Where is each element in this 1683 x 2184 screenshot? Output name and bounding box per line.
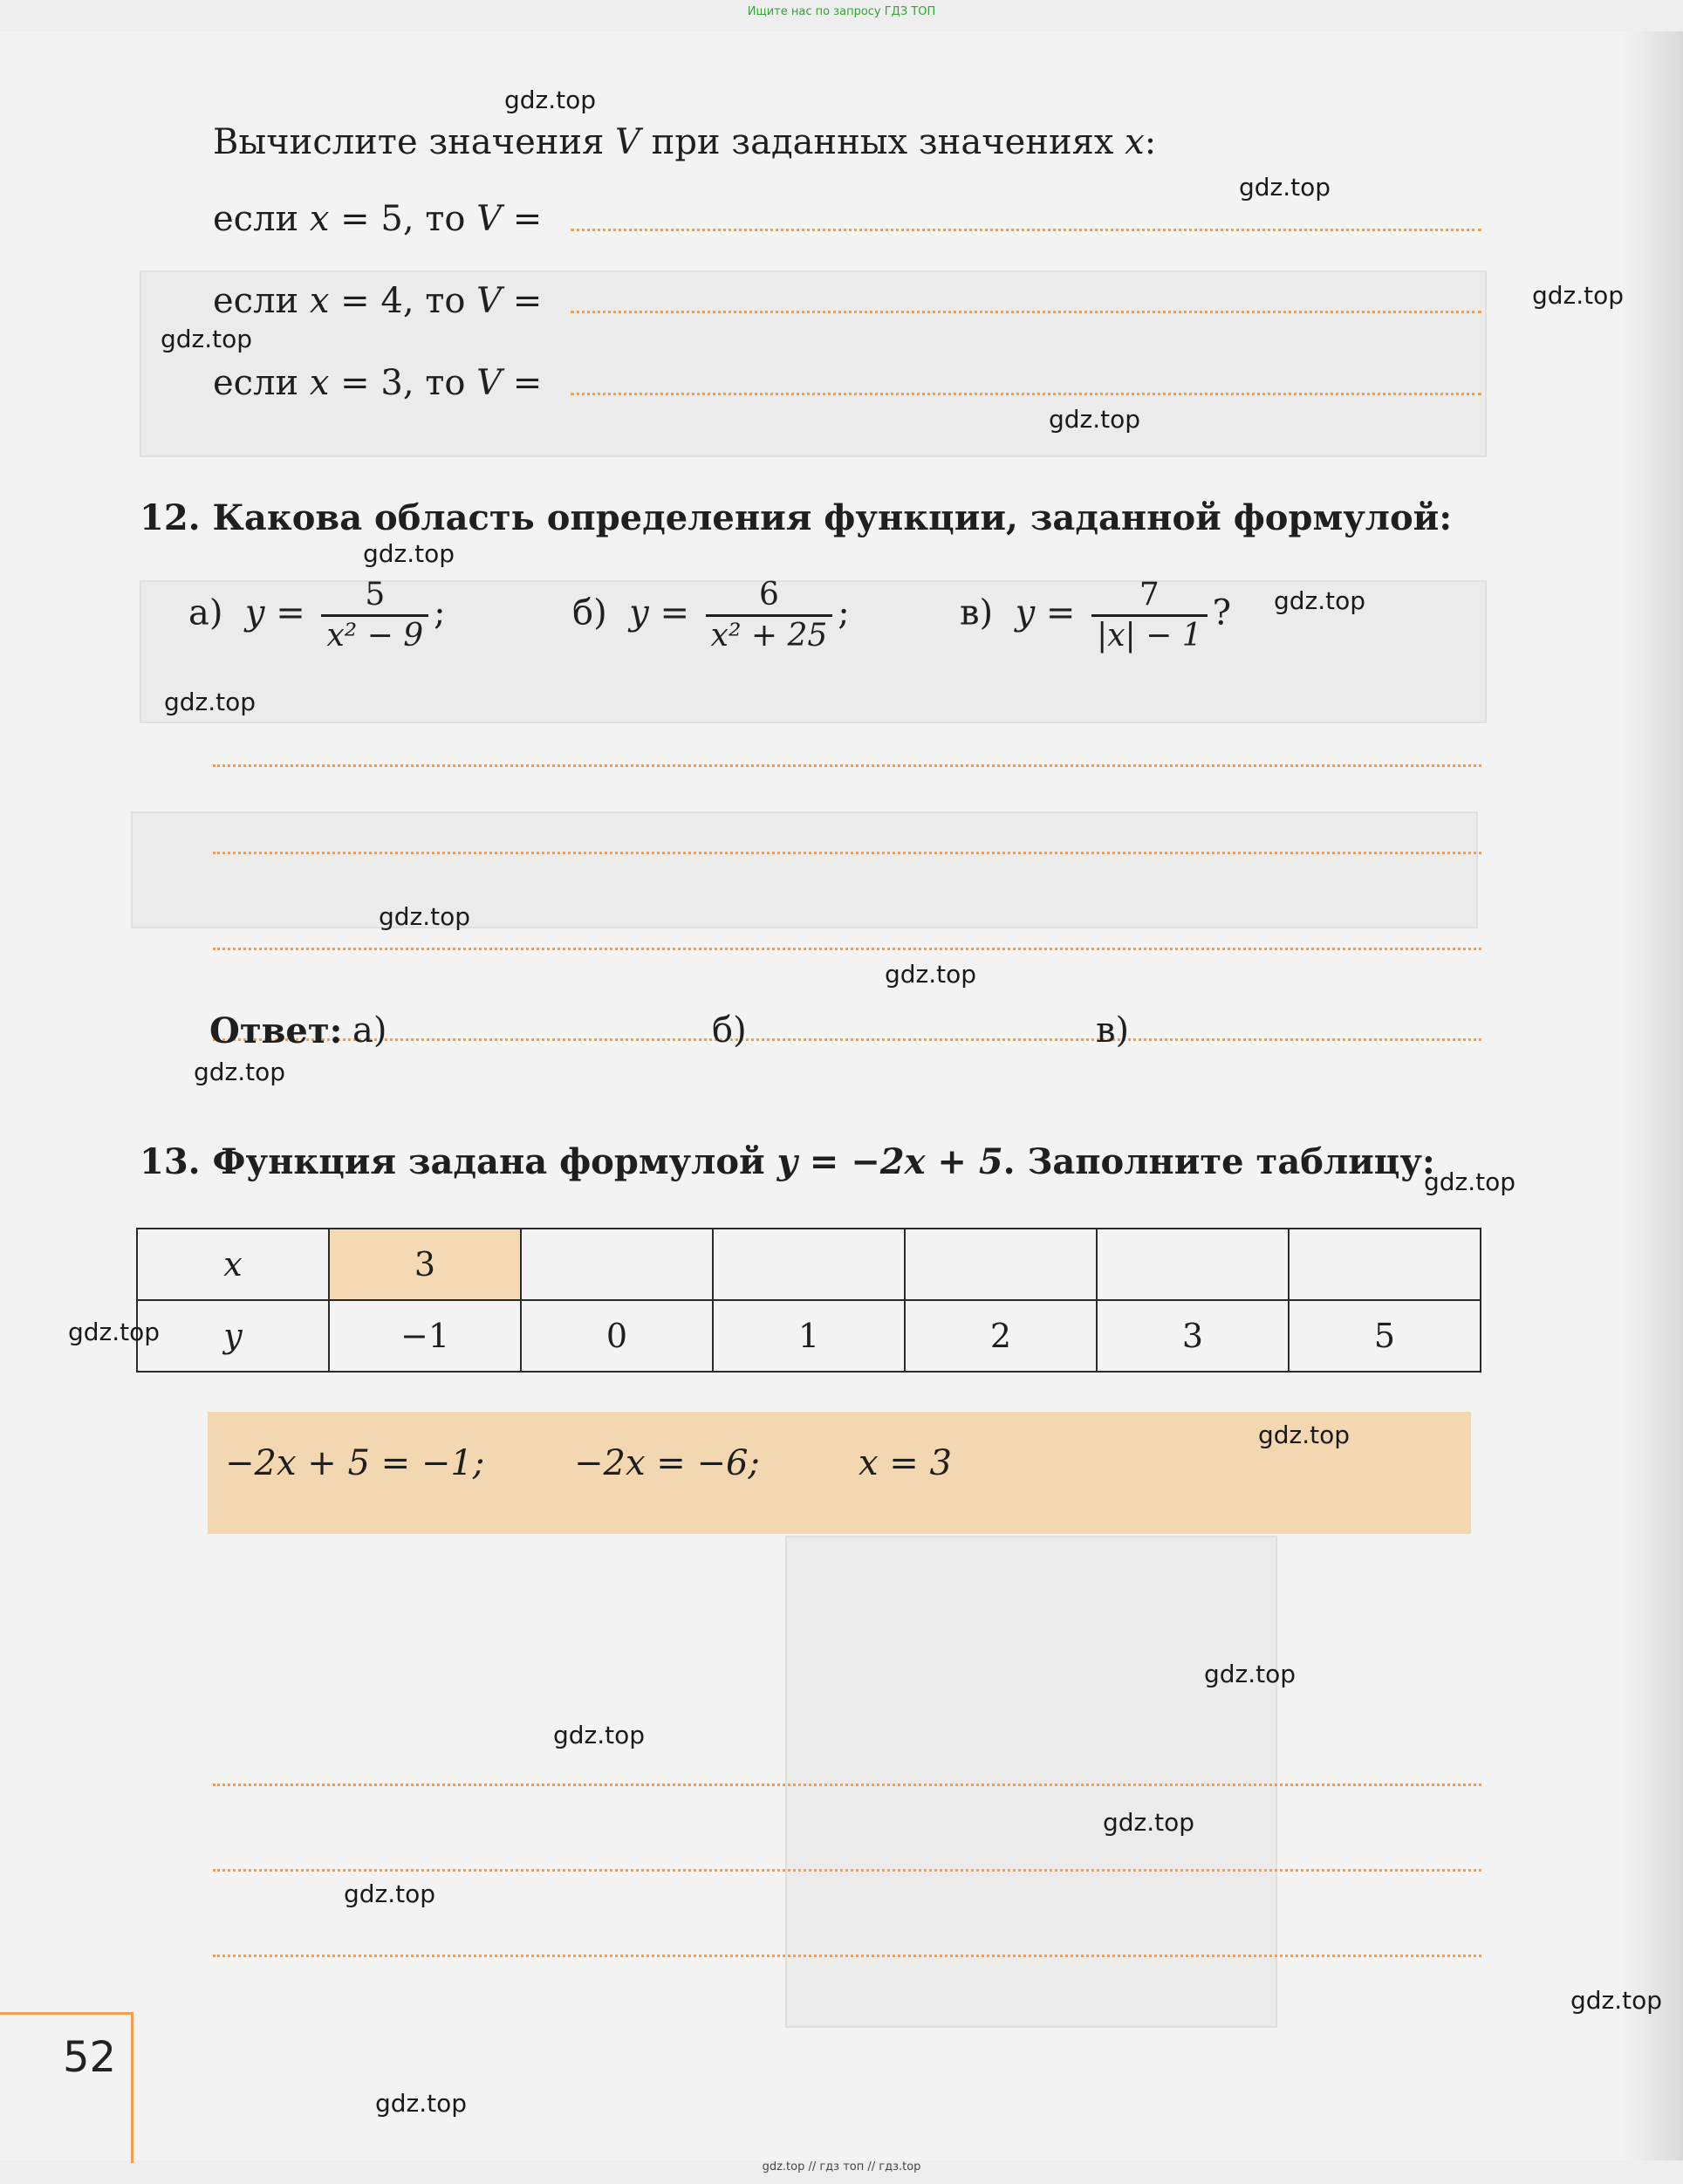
watermark: gdz.top <box>375 2089 468 2118</box>
x-header-cell: x <box>137 1229 329 1300</box>
watermark: gdz.top <box>1049 405 1141 434</box>
page-binding-shadow <box>1622 31 1683 2160</box>
solution-line-3[interactable] <box>213 948 1481 950</box>
watermark: gdz.top <box>1424 1167 1516 1196</box>
task12-heading: 12. Какова область определения функции, заданной формулой: <box>140 497 1453 538</box>
task12-formula-a: а) y = $\frac{5}{\text{x² − 9}}$ ; <box>188 577 446 654</box>
solution-step-3: x = 3 <box>859 1443 952 1483</box>
fraction-a: $\frac{5}{\text{x² − 9}}$ <box>321 576 428 655</box>
watermark: gdz.top <box>1274 586 1366 615</box>
y-cell-6: 5 <box>1289 1300 1481 1372</box>
solution-step-2: −2x = −6; <box>574 1443 760 1483</box>
watermark: gdz.top <box>1103 1808 1195 1837</box>
x-cell-6[interactable] <box>1289 1229 1481 1300</box>
x-cell-4[interactable] <box>905 1229 1097 1300</box>
solution-line-2[interactable] <box>213 852 1481 854</box>
bleed-through-table-3 <box>131 811 1478 928</box>
watermark: gdz.top <box>1204 1660 1296 1688</box>
table-row-y <box>137 1300 1481 1372</box>
blank-line-1[interactable] <box>213 1783 1481 1786</box>
footer-link[interactable]: gdz.top // гдз топ // гдз.top <box>762 2160 921 2174</box>
blank-line-2[interactable] <box>213 1869 1481 1872</box>
watermark: gdz.top <box>164 688 257 716</box>
task11-row-x4: если x = 4, то V = <box>213 281 543 321</box>
watermark: gdz.top <box>344 1879 436 1908</box>
watermark: gdz.top <box>553 1721 646 1749</box>
task11-row-x3: если x = 3, то V = <box>213 363 543 403</box>
y-header-cell: y <box>137 1300 329 1372</box>
y-cell-4: 2 <box>905 1300 1097 1372</box>
watermark: gdz.top <box>885 960 977 989</box>
task12-answer-a-label: а) <box>352 1010 387 1051</box>
fraction-c: $\frac{7}{|x| - 1}$ <box>1091 576 1208 655</box>
watermark: gdz.top <box>1532 281 1625 310</box>
x-cell-5[interactable] <box>1097 1229 1289 1300</box>
watermark: gdz.top <box>379 902 471 931</box>
watermark: gdz.top <box>1570 1986 1663 2015</box>
answer-line-x3[interactable] <box>571 393 1481 395</box>
task12-formula-c: в) y = $\frac{7}{|x| - 1}$ ? <box>960 577 1232 654</box>
task12-answer-label: Ответ: <box>209 1010 343 1051</box>
watermark: gdz.top <box>504 86 597 114</box>
watermark: gdz.top <box>1258 1421 1351 1449</box>
task12-answer-c-label: в) <box>1096 1010 1130 1051</box>
task11-prompt: Вычислите значения V при заданных значениях x: <box>213 122 1157 162</box>
blank-line-3[interactable] <box>213 1955 1481 1957</box>
watermark: gdz.top <box>194 1058 286 1086</box>
task12-answer-b-label: б) <box>712 1010 747 1051</box>
solution-step-1: −2x + 5 = −1; <box>225 1443 485 1483</box>
x-cell-1[interactable]: 3 <box>329 1229 521 1300</box>
table-row-x <box>137 1229 1481 1300</box>
values-table <box>136 1228 1481 1373</box>
task12-formula-b: б) y = $\frac{6}{\text{x² + 25}}$ ; <box>572 577 850 654</box>
fraction-b: $\frac{6}{\text{x² + 25}}$ <box>706 576 833 655</box>
y-cell-1: −1 <box>329 1300 521 1372</box>
answer-line-x5[interactable] <box>571 229 1481 231</box>
x-cell-3[interactable] <box>713 1229 905 1300</box>
task11-row-x5: если x = 5, то V = <box>213 199 543 239</box>
answer-line-x4[interactable] <box>571 311 1481 313</box>
watermark: gdz.top <box>363 539 455 568</box>
y-cell-2: 0 <box>521 1300 713 1372</box>
solution-line-1[interactable] <box>213 764 1481 767</box>
watermark: gdz.top <box>68 1318 161 1346</box>
task13-heading: 13. Функция задана формулой y = −2x + 5. Заполните таблицу: <box>140 1141 1435 1182</box>
solution-line-4[interactable] <box>213 1038 1481 1041</box>
watermark: gdz.top <box>1239 173 1331 202</box>
header-link[interactable]: Ищите нас по запросу ГДЗ ТОП <box>747 5 936 18</box>
y-cell-5: 3 <box>1097 1300 1289 1372</box>
x-cell-2[interactable] <box>521 1229 713 1300</box>
watermark: gdz.top <box>161 325 253 353</box>
page-number: 52 <box>63 2033 117 2082</box>
y-cell-3: 1 <box>713 1300 905 1372</box>
